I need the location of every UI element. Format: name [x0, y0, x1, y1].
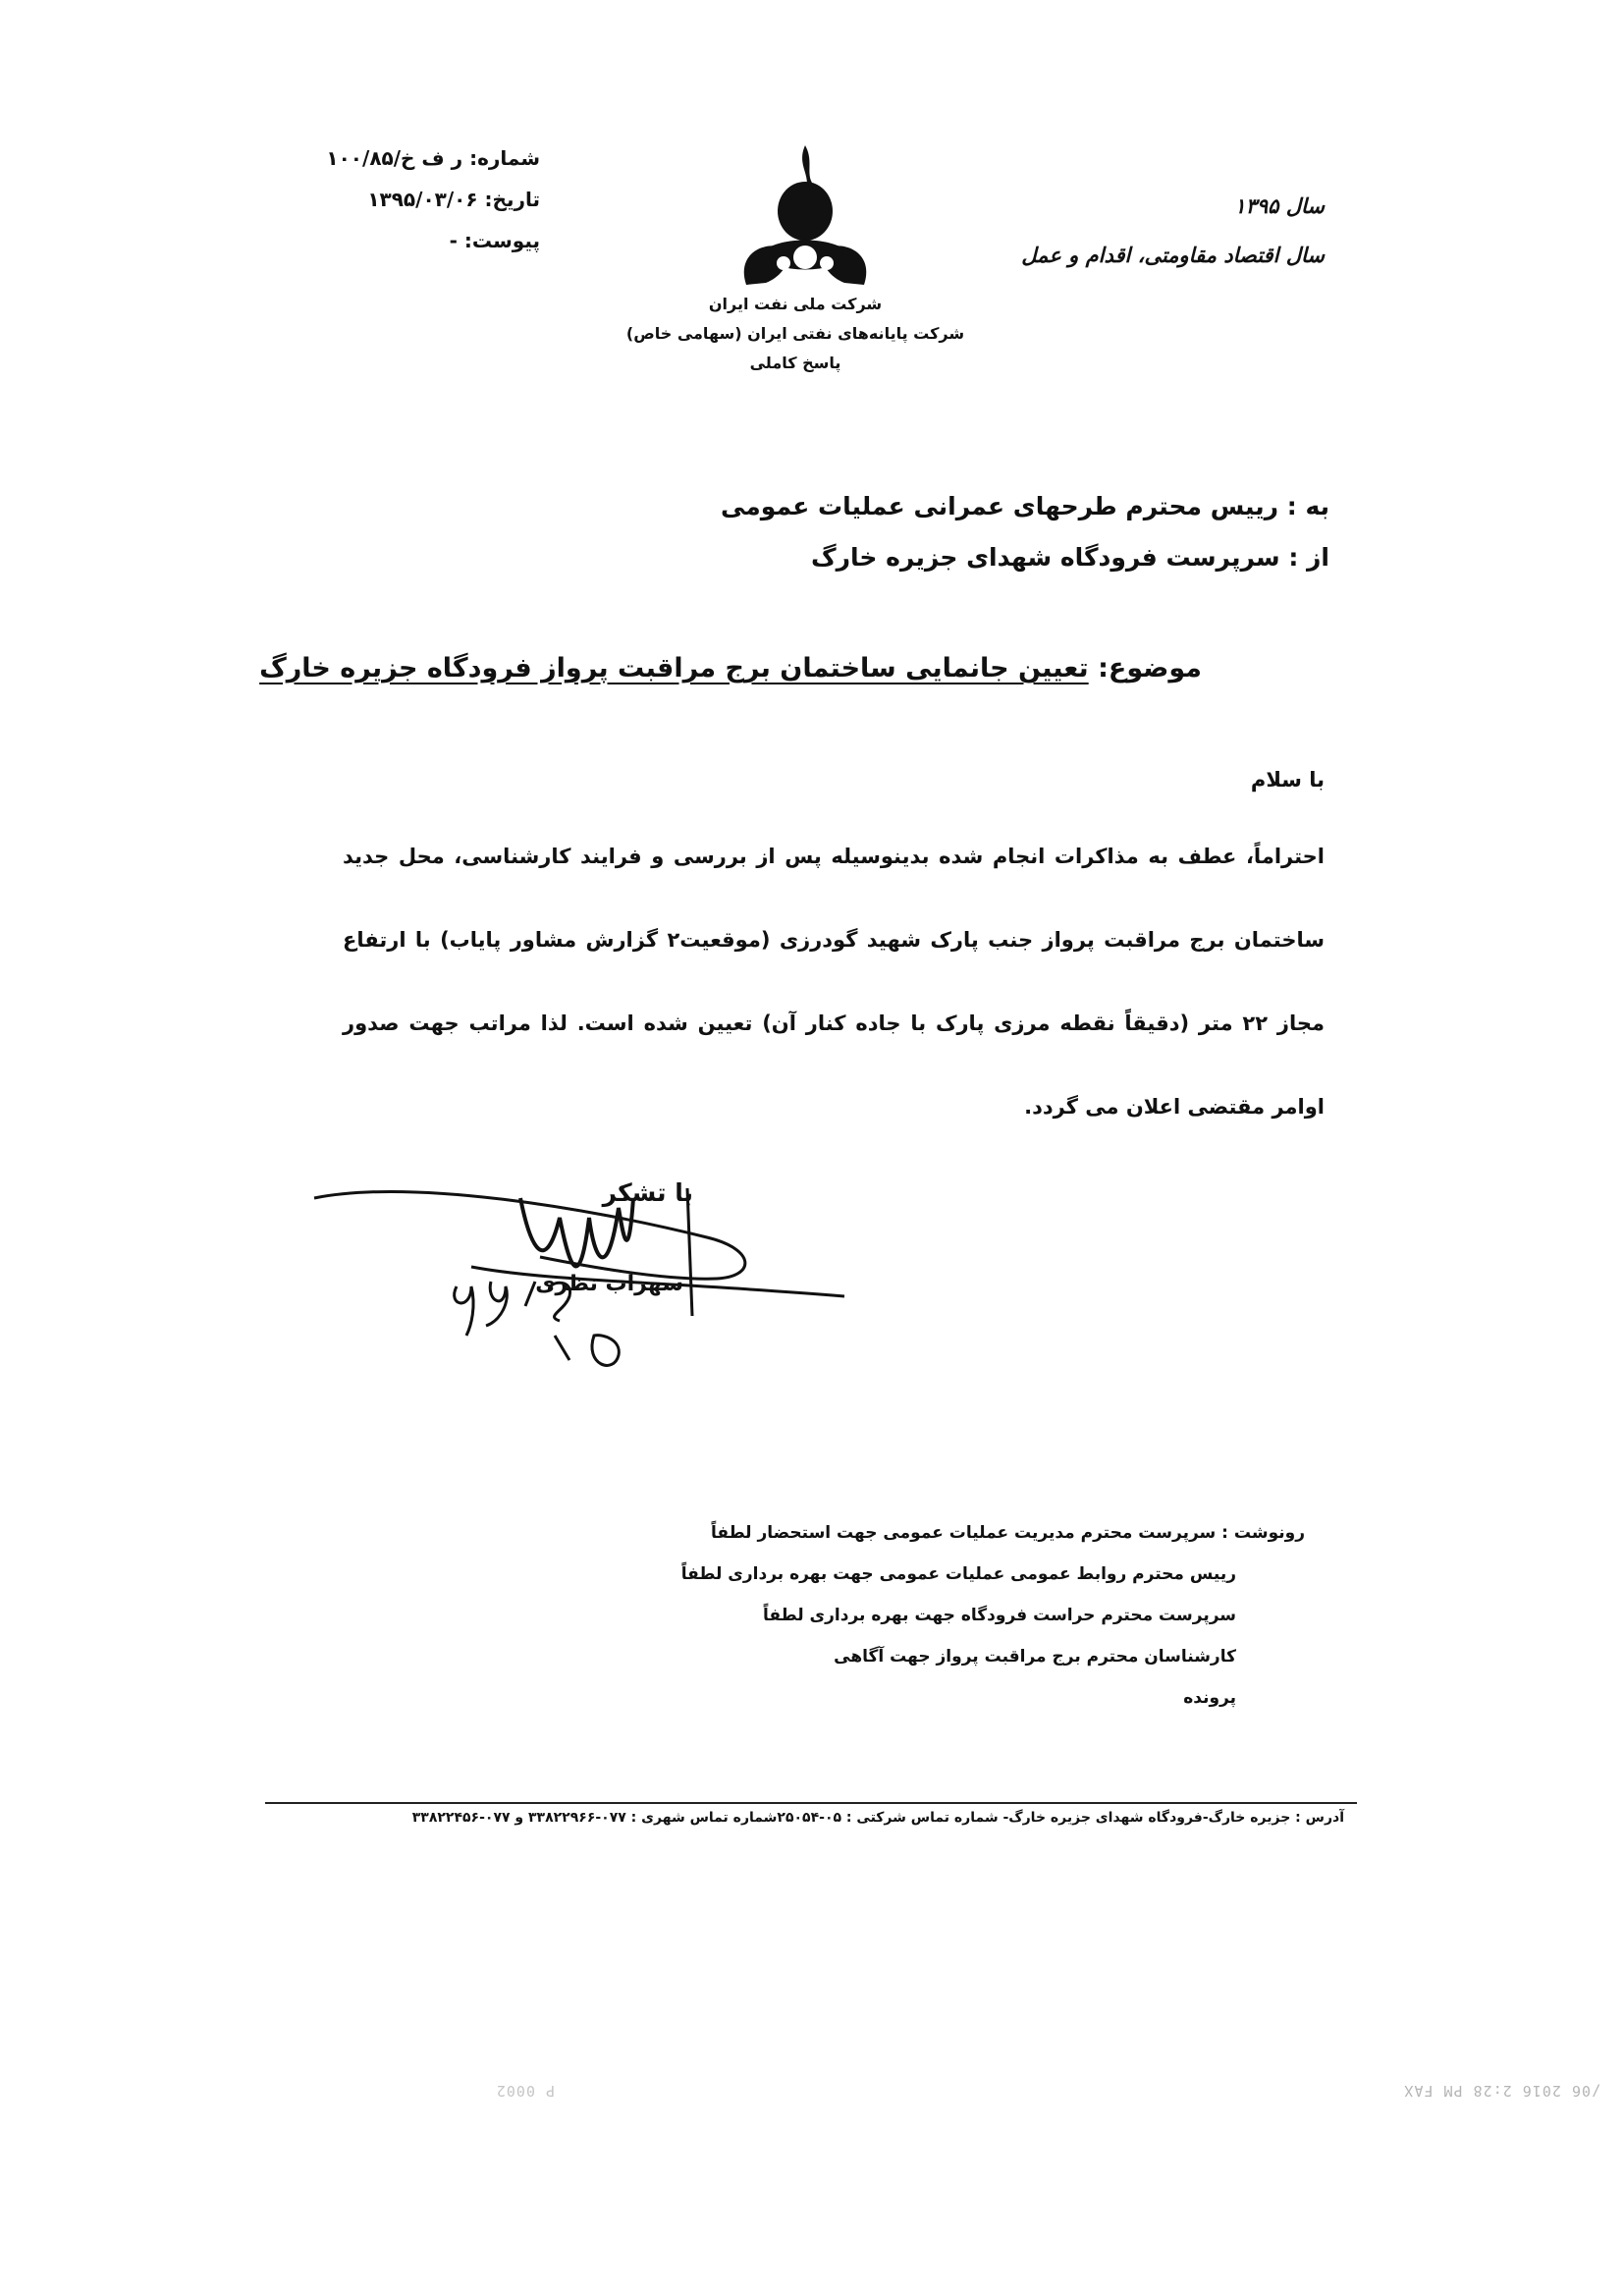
- year-slogan-text: سال اقتصاد مقاومتی، اقدام و عمل: [1021, 244, 1325, 267]
- cc-item: رونوشت : سرپرست محترم مدیریت عملیات عمومی جهت استحضار لطفاً: [710, 1523, 1305, 1543]
- company-name: [589, 290, 1001, 378]
- addressee-from: از : سرپرست فرودگاه شهدای جزیره خارگ: [811, 543, 1329, 572]
- letter-body: احتراماً، عطف به مذاکرات انجام شده بدینوسیله پس از بررسی و فرایند کارشناسی، محل جدید ساختمان برج مراقبت پرواز جنب پارک شهید گودرزی (موقعیت۲ گزارش مشاور پایاب) با ارتفاع مجاز ۲۲ متر (دقیقاً نقطه مرزی پارک با جاده کنار آن) تعیین شده است. لذا مراتب جهت صدور اوامر مقتضی اعلان می گردد.: [343, 845, 1325, 1119]
- letter-meta: [326, 137, 540, 261]
- signature-name: سهراب نظری: [535, 1272, 683, 1296]
- cc-item: کارشناسان محترم برج مراقبت پرواز جهت آگاهی: [834, 1647, 1236, 1667]
- greeting: با سلام: [1250, 768, 1325, 792]
- handwritten-date: [447, 1267, 633, 1385]
- signature-thanks: با تشکر: [602, 1178, 693, 1207]
- addressee-block: [721, 481, 1329, 583]
- addressee-to: به : رییس محترم طرحهای عمرانی عملیات عمومی: [721, 492, 1329, 520]
- footer-divider: [265, 1802, 1357, 1804]
- subject-label: موضوع:: [1098, 653, 1202, 683]
- subject-line: [259, 653, 1202, 683]
- nioc-logo: [717, 137, 893, 295]
- footer-address: آدرس : جزیره خارگ-فرودگاه شهدای جزیره خارگ- شماره تماس شرکتی : ۰۵-۲۵۰۵۴شماره تماس شهری : ۰۷۷-۳۳۸۲۲۹۶۶ و ۰۷۷-۳۳۸۲۲۴۵۶: [411, 1810, 1344, 1826]
- year-label: سال ۱۳۹۵: [1234, 194, 1325, 218]
- company-line-1: شرکت ملی نفت ایران: [708, 295, 883, 313]
- fax-header-stamp: /06 2016 2:28 PM FAX: [1403, 2082, 1600, 2100]
- company-line-3: پاسخ کاملی: [749, 354, 841, 372]
- letter-number: شماره: ر ف خ/۱۰۰/۸۵: [326, 146, 540, 170]
- year-slogan: [1021, 182, 1325, 280]
- cc-item: سرپرست محترم حراست فرودگاه جهت بهره برداری لطفاً: [763, 1606, 1236, 1625]
- fax-page-stamp: P 0002: [495, 2082, 555, 2100]
- letter-attachment: پیوست: -: [449, 229, 540, 252]
- cc-item: پرونده: [1183, 1688, 1236, 1708]
- cc-item: رییس محترم روابط عمومی عملیات عمومی جهت بهره برداری لطفاً: [680, 1564, 1236, 1584]
- subject-text: تعیین جانمایی ساختمان برج مراقبت پرواز فرودگاه جزیره خارگ: [259, 653, 1089, 683]
- company-line-2: شرکت پایانه‌های نفتی ایران (سهامی خاص): [625, 324, 965, 343]
- letter-date: تاریخ: ۱۳۹۵/۰۳/۰۶: [367, 188, 540, 211]
- cc-list: [681, 1512, 1305, 1719]
